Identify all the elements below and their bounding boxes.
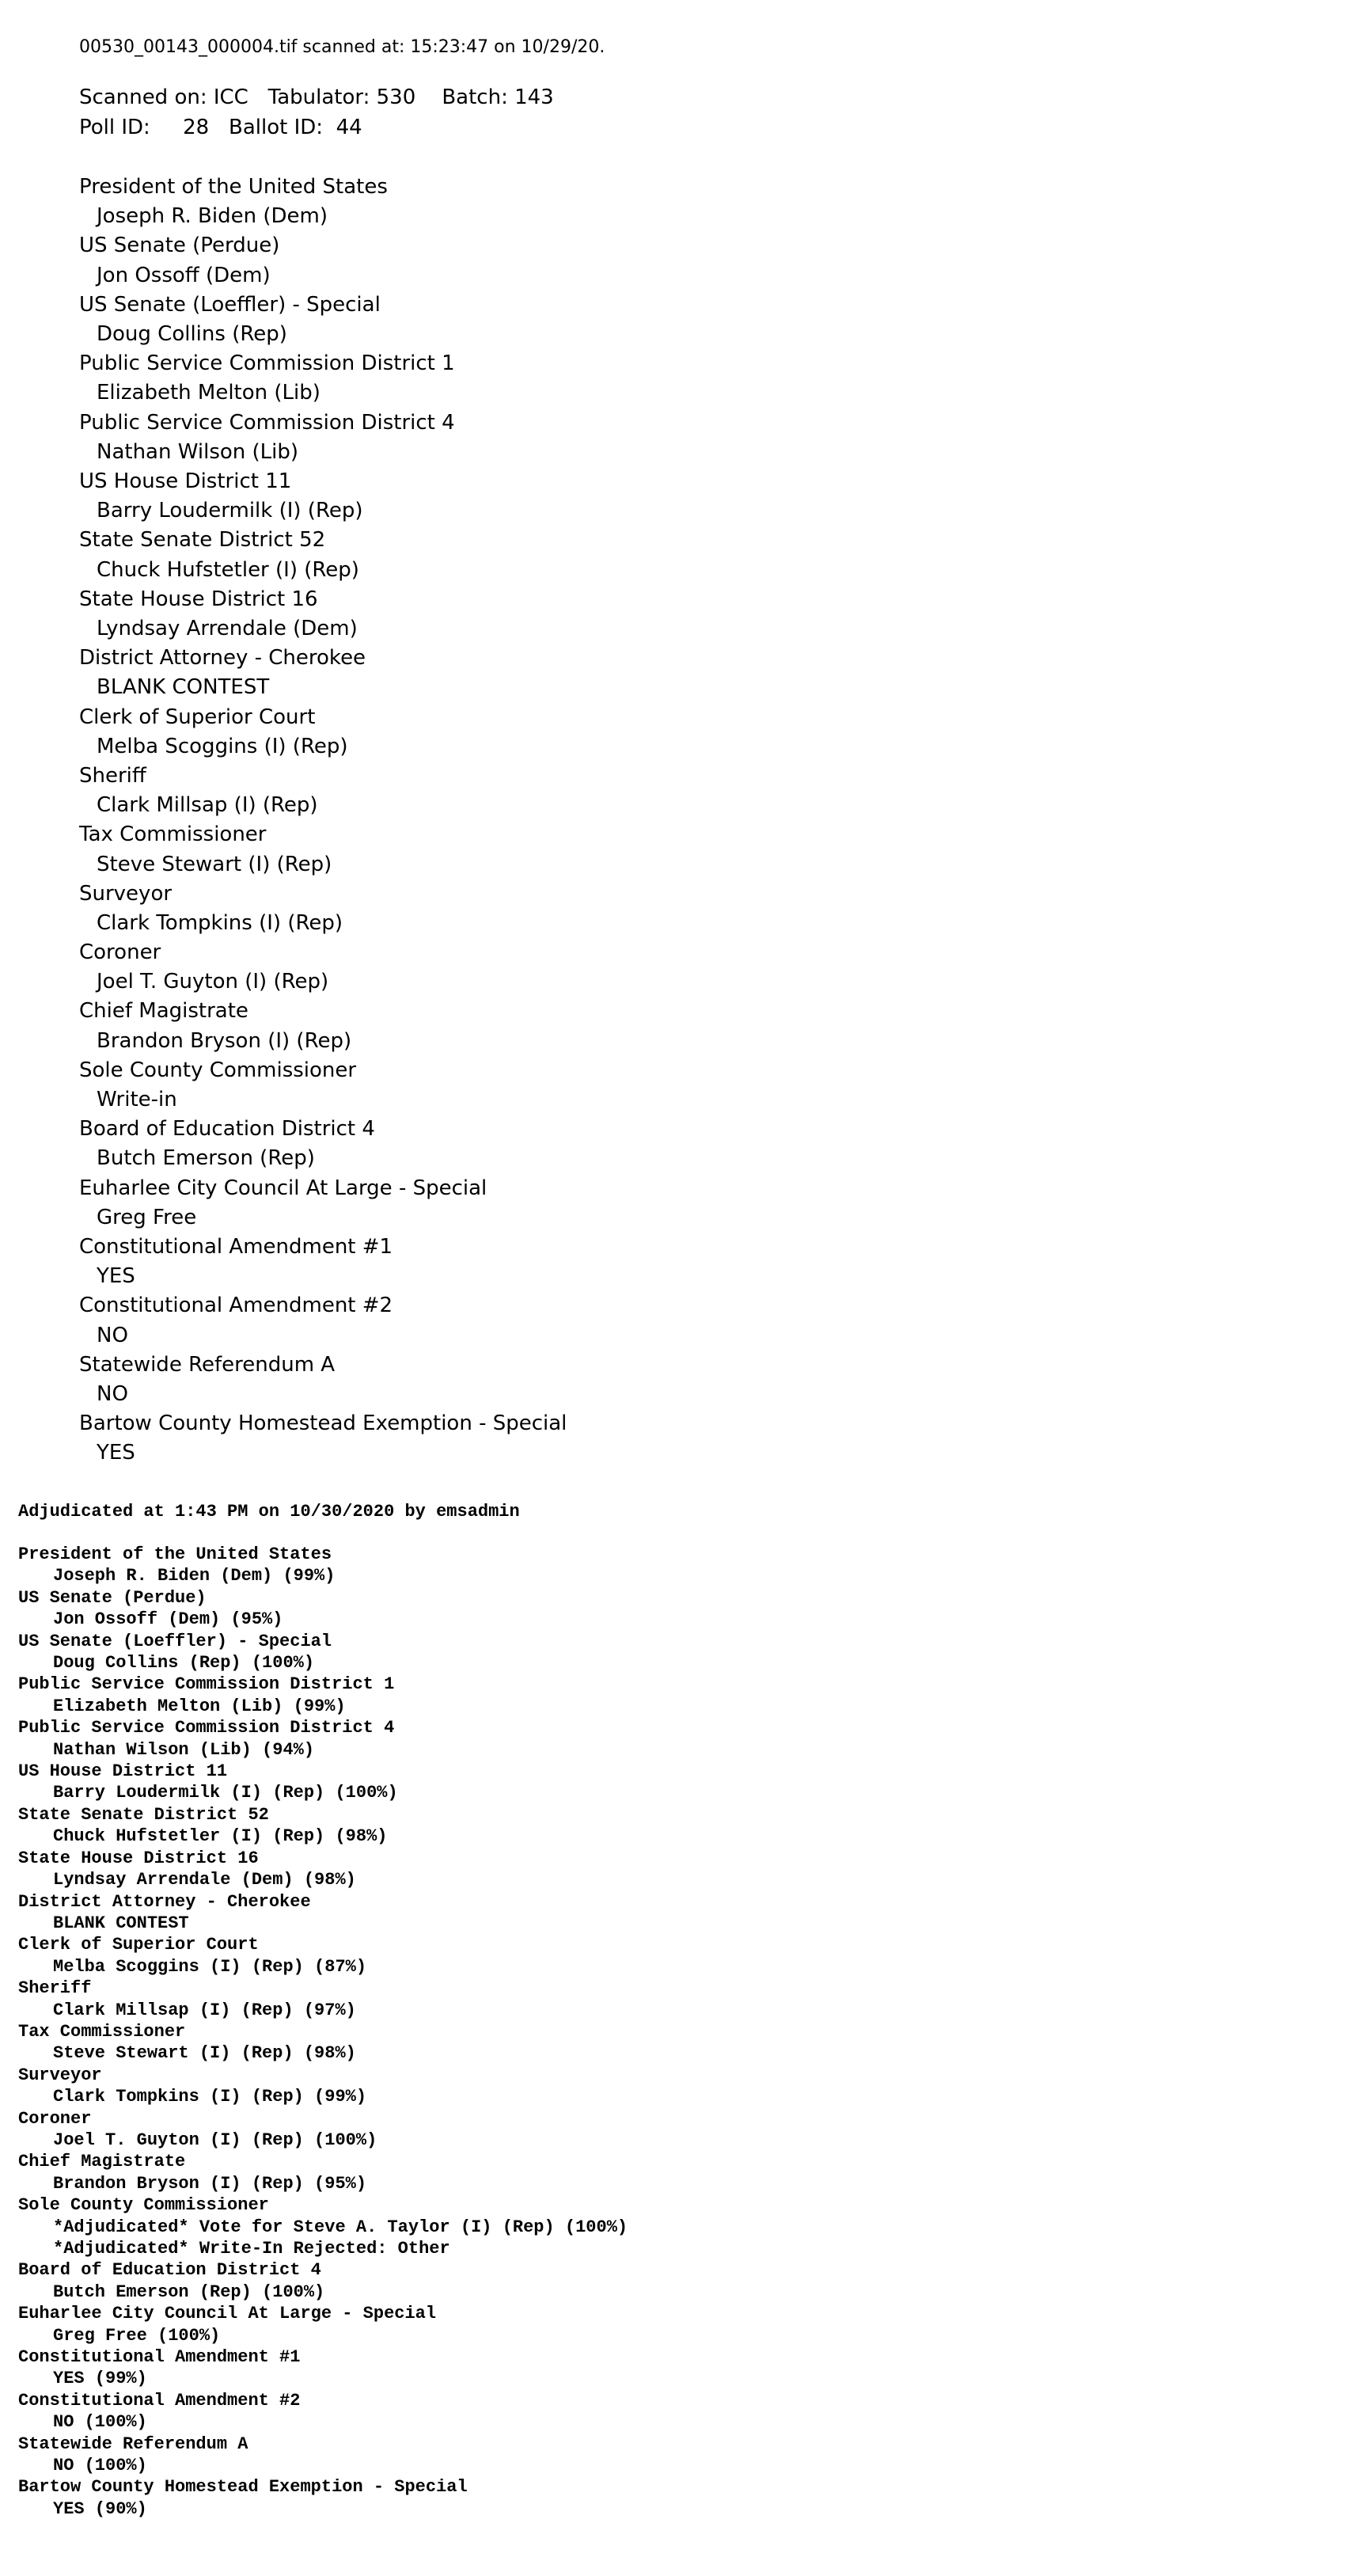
contest-name: Board of Education District 4 <box>79 1117 375 1142</box>
adjudicated-contest-name: US House District 11 <box>18 1761 228 1782</box>
scanned-contest <box>79 997 870 1055</box>
scanned-contest <box>79 938 870 997</box>
contest-choice: Joseph R. Biden (Dem) <box>97 204 328 229</box>
scanned-contest <box>79 1291 870 1350</box>
adjudicated-contest-list <box>18 1544 1284 2520</box>
contest-name: Chief Magistrate <box>79 999 248 1024</box>
contest-choice: Jon Ossoff (Dem) <box>97 263 271 287</box>
contest-choice: Greg Free <box>97 1205 197 1229</box>
adjudicated-choice: *Adjudicated* Vote for Steve A. Taylor (I) (Rep) (100%) <box>53 2217 628 2237</box>
adjudicated-contest-name: Statewide Referendum A <box>18 2434 248 2454</box>
scanned-contest <box>79 408 870 467</box>
contest-choice: Nathan Wilson (Lib) <box>97 439 299 464</box>
adjudicated-contest-name: Tax Commissioner <box>18 2021 186 2042</box>
contest-choice: Brandon Bryson (I) (Rep) <box>97 1028 352 1053</box>
scan-info <box>79 82 870 142</box>
scanned-contest <box>79 173 870 231</box>
adjudicated-contest-name: Surveyor <box>18 2065 102 2085</box>
scanned-contest <box>79 703 870 762</box>
adjudicated-contest-name: Public Service Commission District 4 <box>18 1718 395 1738</box>
contest-choice: YES <box>97 1264 135 1289</box>
adjudicated-contest-name: Clerk of Superior Court <box>18 1935 259 1955</box>
scanned-contest <box>79 1409 870 1468</box>
adjudicated-choice: Lyndsay Arrendale (Dem) (98%) <box>53 1870 356 1890</box>
adjudicated-choice: Brandon Bryson (I) (Rep) (95%) <box>53 2173 367 2194</box>
contest-name: Coroner <box>79 940 161 965</box>
adjudicated-choice: Clark Millsap (I) (Rep) (97%) <box>53 2000 356 2020</box>
adjudicated-choice: YES (99%) <box>53 2369 147 2389</box>
scanned-contest <box>79 880 870 938</box>
adjudicated-choice: Steve Stewart (I) (Rep) (98%) <box>53 2043 356 2064</box>
scan-record <box>79 35 870 1468</box>
scanned-contest-list <box>79 173 870 1468</box>
contest-name: US House District 11 <box>79 469 292 493</box>
contest-choice: Doug Collins (Rep) <box>97 321 287 346</box>
scanned-contest <box>79 1233 870 1291</box>
adjudicated-contest-name: State Senate District 52 <box>18 1804 269 1825</box>
contest-choice: Barry Loudermilk (I) (Rep) <box>97 499 363 523</box>
adjudicated-contest-name: Chief Magistrate <box>18 2152 186 2172</box>
contest-choice: Write-in <box>97 1088 177 1112</box>
adjudicated-contest-name: Sheriff <box>18 1978 92 1999</box>
adjudicated-contest-name: Euharlee City Council At Large - Special <box>18 2304 437 2324</box>
adjudicated-choice: Melba Scoggins (I) (Rep) (87%) <box>53 1956 367 1977</box>
contest-choice: Lyndsay Arrendale (Dem) <box>97 616 358 640</box>
adjudicated-choice: Doug Collins (Rep) (100%) <box>53 1653 315 1674</box>
adjudicated-choice: Elizabeth Melton (Lib) (99%) <box>53 1696 346 1716</box>
adjudicated-choice: NO (100%) <box>53 2456 147 2476</box>
contest-choice: Steve Stewart (I) (Rep) <box>97 852 332 876</box>
adjudicated-choice: BLANK CONTEST <box>53 1913 189 1933</box>
contest-name: Surveyor <box>79 881 173 906</box>
contest-name: Constitutional Amendment #2 <box>79 1294 393 1318</box>
contest-choice: Chuck Hufstetler (I) (Rep) <box>97 557 359 582</box>
scanned-contest <box>79 291 870 349</box>
contest-choice: NO <box>97 1323 128 1347</box>
adjudicated-choice: Barry Loudermilk (I) (Rep) (100%) <box>53 1783 398 1803</box>
adjudicated-choice: Jon Ossoff (Dem) (95%) <box>53 1609 283 1630</box>
contest-choice: Joel T. Guyton (I) (Rep) <box>97 970 329 994</box>
contest-name: US Senate (Loeffler) - Special <box>79 292 381 317</box>
adjudicated-choice: NO (100%) <box>53 2412 147 2433</box>
adjudicated-contest-name: President of the United States <box>18 1544 332 1564</box>
scanned-contest <box>79 1174 870 1233</box>
scan-file-header: 00530_00143_000004.tif scanned at: 15:23:47 on 10/29/20. <box>79 37 605 57</box>
contest-choice: Clark Tompkins (I) (Rep) <box>97 910 343 935</box>
adjudicated-contest-name: District Attorney - Cherokee <box>18 1891 311 1912</box>
contest-choice: YES <box>97 1441 135 1465</box>
poll-ballot-line: Poll ID: 28 Ballot ID: 44 <box>79 116 362 139</box>
contest-name: Clerk of Superior Court <box>79 705 316 729</box>
contest-name: State Senate District 52 <box>79 528 326 553</box>
contest-name: Constitutional Amendment #1 <box>79 1235 393 1260</box>
scan-info-line: Scanned on: ICC Tabulator: 530 Batch: 143 <box>79 85 554 109</box>
adjudicated-contest-name: State House District 16 <box>18 1848 259 1868</box>
scanned-contest <box>79 1056 870 1115</box>
adjudicated-contest-name: Public Service Commission District 1 <box>18 1674 395 1695</box>
contest-name: Euharlee City Council At Large - Special <box>79 1176 487 1200</box>
scanned-contest <box>79 231 870 290</box>
adjudicated-choice: Greg Free (100%) <box>53 2325 221 2346</box>
contest-choice: BLANK CONTEST <box>97 675 270 700</box>
contest-name: Statewide Referendum A <box>79 1352 336 1377</box>
contest-name: US Senate (Perdue) <box>79 234 280 258</box>
adjudicated-contest-name: Sole County Commissioner <box>18 2195 269 2216</box>
contest-choice: NO <box>97 1382 128 1407</box>
contest-name: Sole County Commissioner <box>79 1058 357 1082</box>
adjudication-record <box>18 1501 1284 2520</box>
contest-name: President of the United States <box>79 175 388 199</box>
contest-name: Sheriff <box>79 763 146 788</box>
contest-choice: Elizabeth Melton (Lib) <box>97 381 320 405</box>
contest-name: Public Service Commission District 4 <box>79 410 455 435</box>
scanned-contest <box>79 762 870 820</box>
adjudicated-contest-name: Bartow County Homestead Exemption - Special <box>18 2477 468 2498</box>
scanned-contest <box>79 585 870 644</box>
contest-name: Public Service Commission District 1 <box>79 351 455 376</box>
scanned-contest <box>79 1115 870 1173</box>
adjudication-header: Adjudicated at 1:43 PM on 10/30/2020 by emsadmin <box>18 1502 520 1522</box>
contest-choice: Butch Emerson (Rep) <box>97 1146 315 1171</box>
adjudicated-choice: Joseph R. Biden (Dem) (99%) <box>53 1566 336 1586</box>
adjudicated-contest-name: Board of Education District 4 <box>18 2260 321 2281</box>
scanned-contest <box>79 644 870 702</box>
contest-name: Tax Commissioner <box>79 823 267 847</box>
scanned-contest <box>79 349 870 408</box>
adjudicated-contest-name: Constitutional Amendment #2 <box>18 2390 301 2411</box>
scanned-contest <box>79 1351 870 1409</box>
contest-name: District Attorney - Cherokee <box>79 646 366 671</box>
adjudicated-choice: Clark Tompkins (I) (Rep) (99%) <box>53 2087 367 2107</box>
contest-choice: Clark Millsap (I) (Rep) <box>97 793 318 818</box>
adjudicated-contest-name: US Senate (Loeffler) - Special <box>18 1631 332 1651</box>
adjudicated-choice: *Adjudicated* Write-In Rejected: Other <box>53 2239 450 2259</box>
adjudicated-choice: YES (90%) <box>53 2498 147 2519</box>
contest-choice: Melba Scoggins (I) (Rep) <box>97 734 348 758</box>
adjudicated-choice: Nathan Wilson (Lib) (94%) <box>53 1739 315 1760</box>
scanned-contest <box>79 526 870 584</box>
adjudicated-contest-name: Coroner <box>18 2108 92 2129</box>
scanned-contest <box>79 820 870 879</box>
adjudicated-choice: Butch Emerson (Rep) (100%) <box>53 2282 325 2302</box>
adjudicated-contest-name: Constitutional Amendment #1 <box>18 2347 301 2368</box>
adjudicated-choice: Joel T. Guyton (I) (Rep) (100%) <box>53 2130 377 2150</box>
scanned-contest <box>79 467 870 526</box>
contest-name: State House District 16 <box>79 587 318 611</box>
adjudicated-choice: Chuck Hufstetler (I) (Rep) (98%) <box>53 1826 388 1847</box>
adjudicated-contest-name: US Senate (Perdue) <box>18 1587 207 1608</box>
contest-name: Bartow County Homestead Exemption - Special <box>79 1411 567 1436</box>
